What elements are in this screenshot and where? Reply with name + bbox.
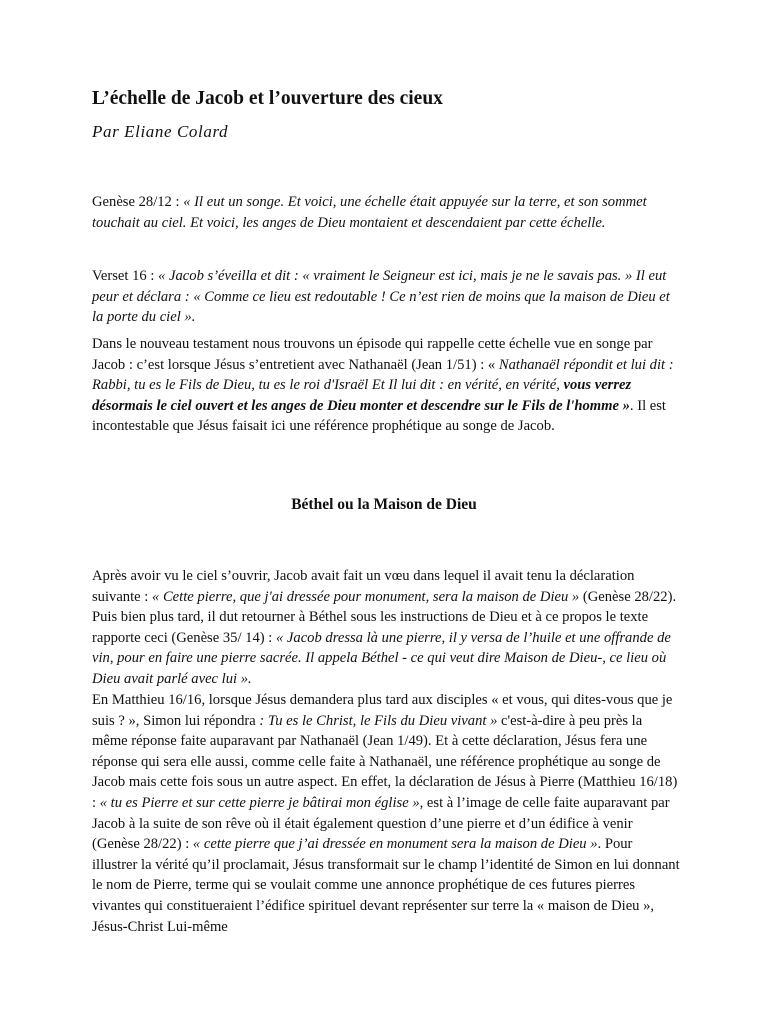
quote-text: « cette pierre que j’ai dressée en monument sera la maison de Dieu » (192, 836, 598, 853)
reference-text: Genèse 28/12 : (92, 194, 184, 210)
paragraph-jacob-vow (92, 566, 680, 690)
quote-text: « tu es Pierre et sur cette pierre je bâtirai mon église » (99, 794, 420, 811)
emphasized-quote-text: vous verrez désormais le ciel ouvert et les anges de Dieu monter et descendre sur le Fils de l'homme » (92, 377, 632, 414)
paragraph-verse-16 (92, 266, 680, 328)
quote-text: : Tu es le Christ, le Fils du Dieu vivant » (259, 712, 498, 729)
body-text: (Genèse 28/22). Puis bien plus tard, il dut retourner à Béthel sous les instructions de Dieu et à ce propos le texte rapporte ceci (Genèse 35/ 14) : (92, 588, 677, 646)
paragraph-genesis-28-12 (92, 192, 680, 233)
page-title: L’échelle de Jacob et l’ouverture des cieux (92, 88, 443, 109)
body-text: Dans le nouveau testament nous trouvons un épisode qui rappelle cette échelle vue en songe par Jacob : c’est lorsque Jésus s’entretient avec Nathanaël (Jean 1/51) : « (92, 336, 653, 373)
body-text: . Il est incontestable que Jésus faisait ici une référence prophétique au songe de Jacob. (92, 397, 666, 435)
body-text: Après avoir vu le ciel s’ouvrir, Jacob avait fait un vœu dans lequel il avait tenu la déclaration suivante : (92, 568, 635, 605)
quote-text: « Jacob s’éveilla et dit : « vraiment le Seigneur est ici, mais je ne le savais pas. » Il eut peur et déclara : « Comme ce lieu est redoutable ! Ce n’est rien de moins que la maison de Dieu et la porte du ciel ». (92, 268, 670, 326)
quote-text: « Jacob dressa là une pierre, il y versa de l’huile et une offrande de vin, pour en faire une pierre sacrée. Il appela Béthel - ce qui veut dire Maison de Dieu-, ce lieu où Dieu avait parlé avec lui ». (92, 629, 671, 687)
quote-text: Nathanaël répondit et lui dit : Rabbi, tu es le Fils de Dieu, tu es le roi d'Israël Et Il lui dit : en vérité, en vérité, (92, 356, 674, 394)
quote-text: « Cette pierre, que j'ai dressée pour monument, sera la maison de Dieu » (152, 588, 580, 605)
quote-text: « Il eut un songe. Et voici, une échelle était appuyée sur la terre, et son sommet touchait au ciel. Et voici, les anges de Dieu montaient et descendaient par cette échelle. (92, 194, 647, 231)
paragraph-matthew-16 (92, 690, 680, 937)
paragraph-new-testament (92, 334, 680, 437)
body-text: c'est-à-dire à peu près la même réponse faite auparavant par Nathanaël (Jean 1/49). Et à cette déclaration, Jésus fera une réponse qui sera elle aussi, comme celle faite à Nathanaël, une référence prophétique au songe de Jacob mais cette fois sous un autre aspect. En effet, la déclaration de Jésus à Pierre (Matthieu 16/18) : (92, 712, 678, 811)
section-title: Béthel ou la Maison de Dieu (291, 496, 477, 513)
body-text: En Matthieu 16/16, lorsque Jésus demandera plus tard aux disciples « et vous, qui dites-vous que je suis ? », Simon lui répondra (92, 692, 673, 729)
reference-text: Verset 16 : (92, 268, 159, 284)
body-text: , est à l’image de celle faite auparavant par Jacob à la suite de son rêve où il était également question d’une pierre et d’un édifice à venir (Genèse 28/22) : (92, 794, 670, 853)
body-text: . Pour illustrer la vérité qu’il proclamait, Jésus transformait sur le champ l’identité de Simon en lui donnant le nom de Pierre, terme qui se voulait comme une annonce prophétique de ces futures pierres vivantes qui constitueraient l’édifice spirituel devant représenter sur terre la « maison de Dieu », Jésus-Christ Lui-même (92, 836, 680, 935)
author-byline: Par Eliane Colard (92, 122, 229, 141)
